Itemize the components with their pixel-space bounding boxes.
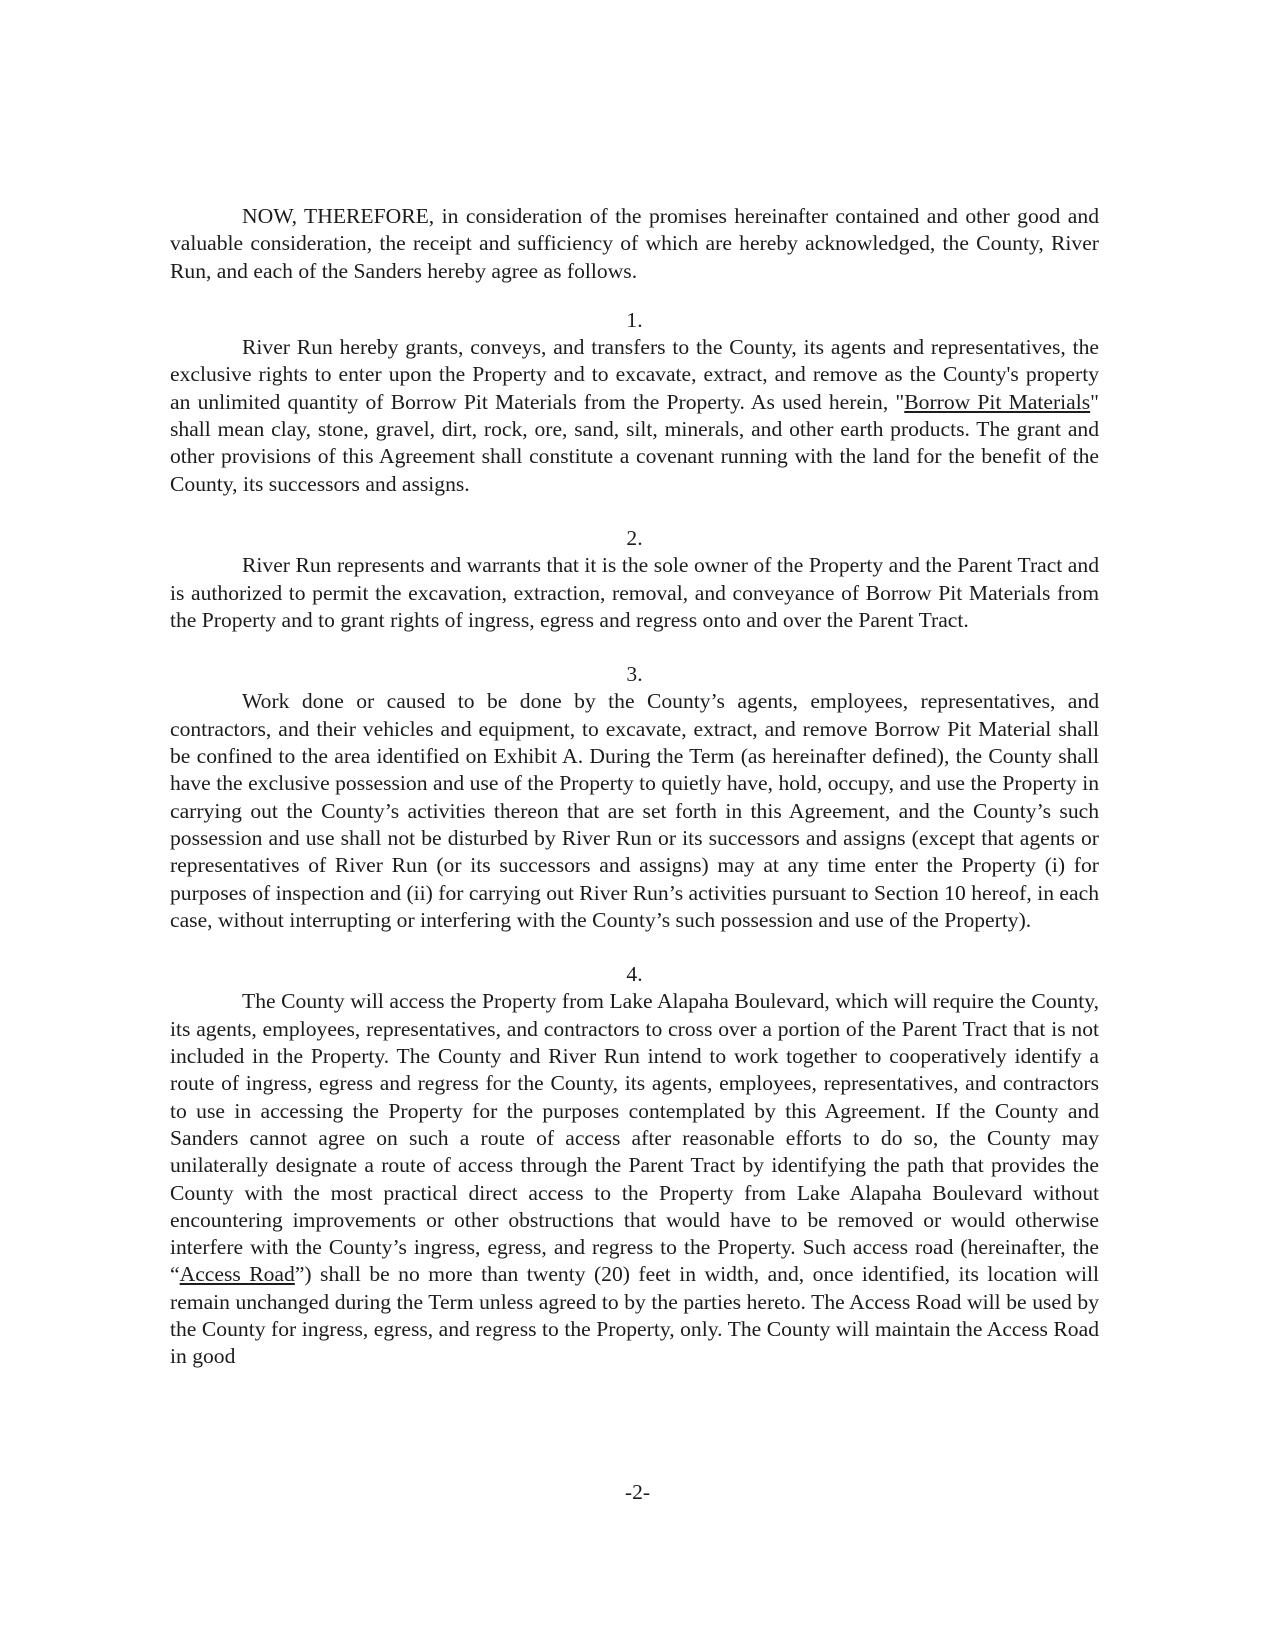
section-1-paragraph: [170, 334, 1099, 498]
defined-term-access-road: Access Road: [179, 1262, 295, 1287]
page-number: -2-: [624, 1480, 651, 1504]
section-3-paragraph: Work done or caused to be done by the County’s agents, employees, representatives, and contractors, and their vehicles and equipment, to excavate, extract, and remove Borrow Pit Material shall be confined to the area identified on Exhibit A. During the Term (as hereinafter defined), the County shall have the exclusive possession and use of the Property to quietly have, hold, occupy, and use the Property in carrying out the County’s activities thereon that are set forth in this Agreement, and the County’s such possession and use shall not be disturbed by River Run or its successors and assigns (except that agents or representatives of River Run (or its successors and assigns) may at any time enter the Property (i) for purposes of inspection and (ii) for carrying out River Run’s activities pursuant to Section 10 hereof, in each case, without interrupting or interfering with the County’s such possession and use of the Property).: [170, 689, 1099, 932]
section-1-text-b: " shall mean clay, stone, gravel, dirt, rock, ore, sand, silt, minerals, and other earth products. The grant and other provisions of this Agreement shall constitute a covenant running with the land for the benefit of the County, its successors and assigns.: [170, 389, 1099, 496]
section-number-1: 1.: [626, 307, 643, 332]
section-number-4: 4.: [626, 962, 643, 987]
section-number-2: 2.: [626, 525, 643, 550]
section-number-3: 3.: [626, 662, 643, 687]
section-4-text-a: The County will access the Property from Lake Alapaha Boulevard, which will require the County, its agents, employees, representatives, and contractors to cross over a portion of the Parent Tract that is not included in the Property. The County and River Run intend to work together to cooperatively identify a route of ingress, egress and regress for the County, its agents, employees, representatives, and contractors to use in accessing the Property for the purposes contemplated by this Agreement. If the County and Sanders cannot agree on such a route of access after reasonable efforts to do so, the County may unilaterally designate a route of access through the Parent Tract by identifying the path that provides the County with the most practical direct access to the Property from Lake Alapaha Boulevard without encountering improvements or other obstructions that would have to be removed or would otherwise interfere with the County’s ingress, egress, and regress to the Property. Such access road (hereinafter, the “: [170, 989, 1099, 1287]
section-2-paragraph: River Run represents and warrants that it is the sole owner of the Property and the Parent Tract and is authorized to permit the excavation, extraction, removal, and conveyance of Borrow Pit Materials from the Property and to grant rights of ingress, egress and regress onto and over the Parent Tract.: [170, 553, 1099, 632]
agreement-body: [170, 203, 1099, 1371]
intro-paragraph: NOW, THEREFORE, in consideration of the promises hereinafter contained and other good and valuable consideration, the receipt and sufficiency of which are hereby acknowledged, the County, River Run, and each of the Sanders hereby agree as follows.: [170, 204, 1099, 283]
section-1-text-a: River Run hereby grants, conveys, and transfers to the County, its agents and representatives, the exclusive rights to enter upon the Property and to excavate, extract, and remove as the County's property an unlimited quantity of Borrow Pit Materials from the Property. As used herein, ": [170, 335, 1099, 414]
section-4-paragraph: [170, 988, 1099, 1370]
defined-term-borrow-pit-materials: Borrow Pit Materials: [904, 389, 1091, 414]
section-4-text-b: ”) shall be no more than twenty (20) feet in width, and, once identified, its location will remain unchanged during the Term unless agreed to by the parties hereto. The Access Road will be used by the County for ingress, egress, and regress to the Property, only. The County will maintain the Access Road in good: [170, 1262, 1099, 1369]
